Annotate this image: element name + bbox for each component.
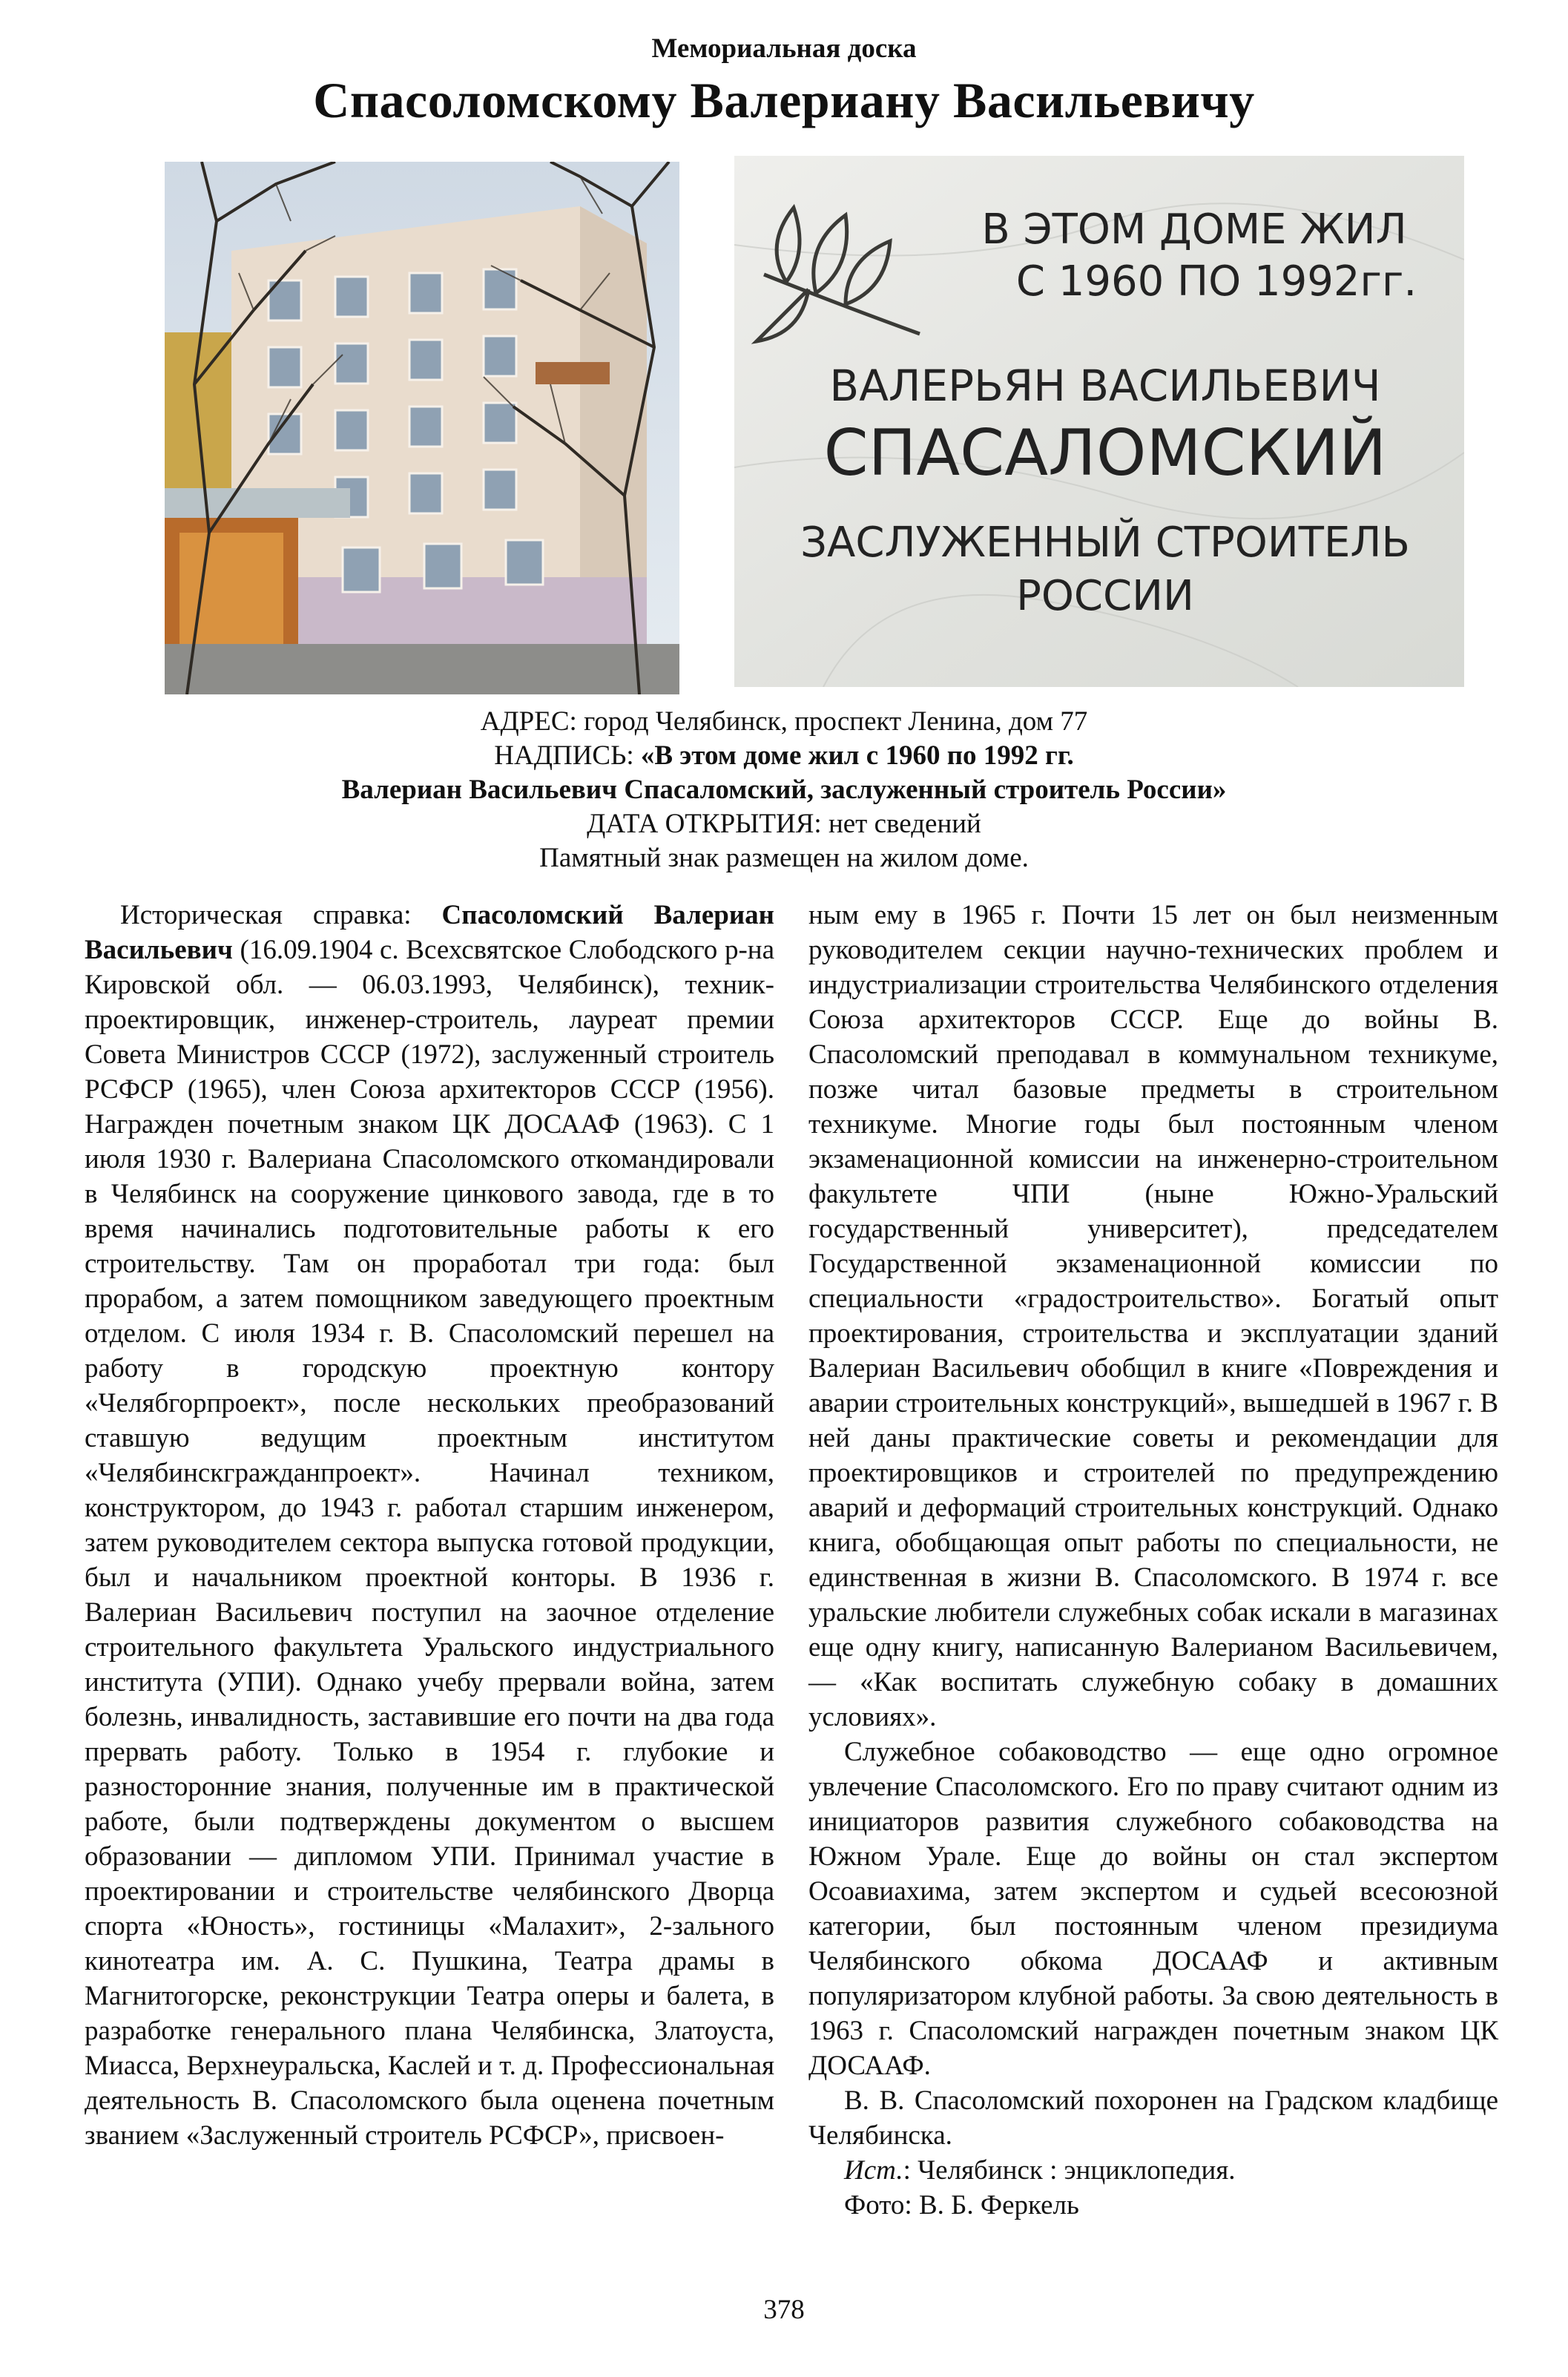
plaque-line4: СПАСАЛОМСКИЙ	[823, 416, 1387, 490]
source-label: Ист.	[844, 2155, 903, 2186]
article-paragraph-1-continued-text: ным ему в 1965 г. Почти 15 лет он был неизменным руководителем секции научно-технических проблем и индустриализации строительства Челябинского отделения Союза архитекторов СССР. Еще до войны В. Спасоломский преподавал в коммунальном техникуме, позже читал базовые предметы в строительном техникуме. Многие годы был постоянным членом экзаменационной комиссии на инженерно-строительном факультете ЧПИ (ныне Южно-Уральский государственный университет), председателем Государственной экзаменационной комиссии по специальности «градостроительство». Богатый опыт проектирования, строительства и эксплуатации зданий Валериан Васильевич обобщил в книге «Повреждения и аварии строительных конструкций», вышедшей в 1967 г. В ней даны практические советы и рекомендации для проектировщиков и строителей по предупреждению аварий и деформаций строительных конструкций. Однако книга, обобщающая опыт работы по специальности, не единственная в жизни В. Спасоломского. В 1974 г. все уральские любители служебных собак искали в магазинах еще одну книгу, написанную Валерианом Васильевичем, — «Как воспитать служебную собаку в домашних условиях».	[808, 900, 1498, 1732]
page-title: Спасоломскому Валериану Васильевичу	[313, 72, 1255, 128]
plaque-line5: ЗАСЛУЖЕННЫЙ СТРОИТЕЛЬ	[800, 519, 1410, 567]
article-paragraph-2: Служебное собаководство — еще одно огромное увлечение Спасоломского. Его по праву считают одним из инициаторов развития служебного собаководства на Южном Урале. Еще до войны он стал экспертом Осоавиахима, затем экспертом и судьей всесоюзной категории, был постоянным членом президиума Челябинского обкома ДОСААФ и активным популяризатором клубной работы. За свою деятельность в 1963 г. Спасоломский награжден почетным знаком ЦК ДОСААФ.	[808, 1737, 1498, 2081]
placement-note: Памятный знак размещен на жилом доме.	[539, 843, 1029, 873]
inscription-line-1	[0, 739, 1568, 773]
plaque-line3: ВАЛЕРЬЯН ВАСИЛЬЕВИЧ	[829, 361, 1381, 411]
lead-label: Историческая справка:	[120, 900, 442, 930]
inscription-text-1: «В этом доме жил с 1960 по 1992 гг.	[640, 740, 1074, 771]
article-column-left	[85, 898, 774, 2153]
photo-caption	[0, 705, 1568, 875]
article-source	[808, 2153, 1498, 2188]
building-photo	[165, 162, 679, 694]
address-label: АДРЕС:	[480, 706, 577, 737]
inscription-text-2: Валериан Васильевич Спасаломский, заслуженный строитель России»	[341, 775, 1227, 805]
plaque-line2: С 1960 ПО 1992гг.	[1015, 257, 1417, 306]
memorial-plaque-graphic	[734, 156, 1464, 687]
plaque-line1: В ЭТОМ ДОМЕ ЖИЛ	[981, 206, 1407, 254]
article-column-right	[808, 898, 1498, 2223]
page-kicker: Мемориальная доска	[651, 33, 917, 64]
address-line	[0, 705, 1568, 739]
opening-date-line	[0, 807, 1568, 841]
inscription-label: НАДПИСЬ:	[494, 740, 641, 771]
photo-credit: Фото: В. Б. Феркель	[844, 2190, 1079, 2220]
article-paragraph-1	[85, 898, 774, 2153]
address-value: город Челябинск, проспект Ленина, дом 77	[576, 706, 1088, 737]
inscription-line-2	[0, 773, 1568, 807]
opening-date-label: ДАТА ОТКРЫТИЯ:	[587, 809, 822, 839]
memorial-plaque-photo	[734, 156, 1464, 687]
lead-name: Спасоломский Валериан Васильевич	[85, 900, 775, 965]
plaque-line6: РОССИИ	[1016, 572, 1194, 620]
article-paragraph-1-continued	[808, 898, 1498, 1735]
article-paragraph-1-text: (16.09.1904 с. Всехсвятское Слободского р-на Кировской обл. — 06.03.1993, Челябинск), техник-проектировщик, инженер-строитель, лауреат премии Совета Министров СССР (1972), заслуженный строитель РСФСР (1965), член Союза архитекторов СССР (1956). Награжден почетным знаком ЦК ДОСААФ (1963). С 1 июля 1930 г. Валериана Спасоломского откомандировали в Челябинск на сооружение цинкового завода, где в то время начинались подготовительные работы к его строительству. Там он проработал три года: был прорабом, а затем помощником заведующего проектным отделом. С июля 1934 г. В. Спасоломский перешел на работу в городскую проектную контору «Челябгорпроект», после нескольких преобразований ставшую ведущим проектным институтом «Челябинскгражданпроект». Начинал техником, конструктором, до 1943 г. работал старшим инженером, затем руководителем сектора выпуска готовой продукции, был и начальником проектной конторы. В 1936 г. Валериан Васильевич поступил на заочное отделение строительного факультета Уральского индустриального института (УПИ). Однако учебу прервали война, затем болезнь, инвалидность, заставившие его почти на два года прервать работу. Только в 1954 г. глубокие и разносторонние знания, полученные им в практической работе, были подтверждены документом о высшем образовании — дипломом УПИ. Принимал участие в проектировании и строительстве челябинского Дворца спорта «Юность», гостиницы «Малахит», 2-зального кинотеатра им. А. С. Пушкина, Театра драмы в Магнитогорске, реконструкции Театра оперы и балета, в разработке генерального плана Челябинска, Златоуста, Миасса, Верхнеуральска, Каслей и т. д. Профессиональная деятельность В. Спасоломского была оценена почетным званием «Заслуженный строитель РСФСР», присвоен-	[85, 935, 774, 2151]
article-paragraph-3: В. В. Спасоломский похоронен на Градском кладбище Челябинска.	[808, 2085, 1498, 2151]
opening-date-value: нет сведений	[821, 809, 981, 839]
building-photo-graphic	[165, 162, 679, 694]
page-number: 378	[763, 2295, 805, 2325]
source-value: : Челябинск : энциклопедия.	[903, 2155, 1236, 2186]
